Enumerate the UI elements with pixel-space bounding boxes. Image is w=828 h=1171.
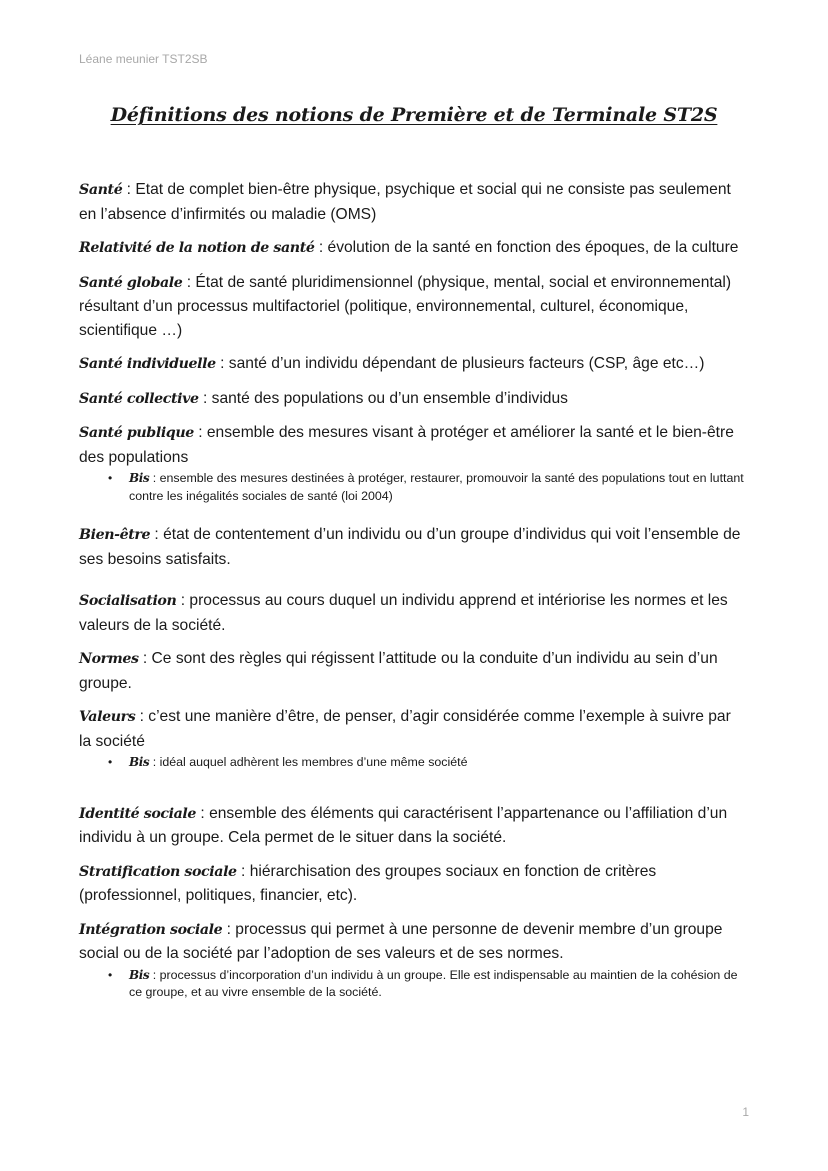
bullet-item [79, 967, 744, 1002]
definition-body: ensemble des éléments qui caractérisent l’appartenance ou l’affiliation d’un individu à un groupe. Cela permet de le situer dans la société. [79, 804, 728, 846]
definition-term: Santé publique [79, 425, 194, 441]
bullet-text: processus d’incorporation d’un individu à un groupe. Elle est indispensable au maintien de la cohésion de ce groupe, et au vivre ensemble de la société. [129, 967, 738, 999]
definition-term: Intégration sociale [79, 921, 223, 938]
page-number: 1 [742, 1105, 749, 1119]
definition-text [79, 387, 744, 412]
term-separator: : [182, 273, 196, 291]
definition-text [79, 523, 744, 571]
bullet-list [79, 470, 744, 505]
definition-body: santé d’un individu dépendant de plusieurs facteurs (CSP, âge etc…) [228, 355, 705, 372]
definition-entry [79, 271, 744, 343]
term-separator: : [222, 920, 236, 938]
definition-term: Santé [79, 182, 123, 198]
definition-term: Socialisation [79, 593, 177, 609]
bullet-item [79, 754, 744, 772]
definition-entry [79, 860, 744, 908]
definition-term: Relativité de la notion de santé [79, 240, 315, 256]
definition-entry [79, 589, 744, 637]
definition-entry [79, 236, 744, 261]
definition-text [79, 178, 744, 226]
term-separator: : [149, 967, 160, 982]
bullet-icon: • [108, 471, 113, 485]
definition-entry [79, 387, 744, 412]
term-separator: : [150, 526, 164, 543]
term-separator: : [198, 389, 212, 407]
definition-text [79, 705, 744, 753]
definition-body: ensemble des mesures visant à protéger et améliorer la santé et le bien-être des populations [79, 424, 734, 466]
term-separator: : [138, 650, 152, 667]
definition-entry [79, 421, 744, 505]
definition-entry [79, 918, 744, 1002]
bullet-term: Bis [129, 471, 150, 485]
definition-entry [79, 523, 744, 571]
definition-body: évolution de la santé en fonction des époques, de la culture [327, 239, 739, 256]
definition-text [79, 802, 744, 850]
bullet-icon: • [108, 755, 113, 769]
term-separator: : [135, 708, 149, 725]
term-separator: : [196, 804, 210, 822]
definition-body: santé des populations ou d’un ensemble d’individus [211, 389, 568, 407]
definition-text [79, 352, 744, 377]
definition-body: état de contentement d’un individu ou d’un groupe d’individus qui voit l’ensemble de ses besoins satisfaits. [79, 526, 741, 568]
definition-body: Etat de complet bien-être physique, psychique et social qui ne consiste pas seulement en l’absence d’infirmités ou maladie (OMS) [79, 181, 731, 223]
term-separator: : [193, 424, 207, 441]
term-separator: : [122, 181, 136, 198]
definition-body: c’est une manière d’être, de penser, d’agir considérée comme l’exemple à suivre par la société [79, 708, 731, 750]
bullet-list [79, 754, 744, 772]
definition-body: État de santé pluridimensionnel (physique, mental, social et environnemental) résultant d’un processus multifactoriel (politique, environnemental, culturel, économique, scientifique …) [79, 273, 732, 339]
term-separator: : [215, 355, 229, 372]
term-separator: : [149, 471, 160, 485]
definition-text [79, 589, 744, 637]
bullet-text: ensemble des mesures destinées à protéger, restaurer, promouvoir la santé des populations tout en luttant contre les inégalités sociales de santé (loi 2004) [129, 471, 744, 503]
definition-body: processus qui permet à une personne de devenir membre d’un groupe social ou de la société par l’adoption de ses valeurs et de ses normes. [79, 920, 723, 962]
definition-term: Stratification sociale [79, 863, 237, 880]
bullet-list [79, 967, 744, 1002]
definition-entry [79, 178, 744, 226]
definition-text [79, 918, 744, 966]
bullet-term: Bis [129, 967, 150, 982]
term-separator: : [314, 239, 328, 256]
page-title: Définitions des notions de Première et de Terminale ST2S [110, 104, 718, 126]
definitions-list [79, 178, 744, 1002]
definition-text [79, 271, 744, 343]
bullet-icon: • [108, 967, 113, 982]
definition-term: Bien-être [79, 527, 151, 543]
term-separator: : [176, 592, 190, 609]
definition-term: Santé globale [79, 274, 183, 291]
definition-entry [79, 352, 744, 377]
definition-term: Valeurs [79, 709, 136, 725]
definition-entry [79, 705, 744, 772]
bullet-text: idéal auquel adhèrent les membres d’une même société [159, 755, 468, 769]
definition-term: Santé individuelle [79, 356, 216, 372]
term-separator: : [236, 862, 250, 880]
definition-term: Identité sociale [79, 805, 197, 822]
bullet-term: Bis [129, 755, 150, 769]
bullet-item [79, 470, 744, 505]
definition-term: Santé collective [79, 390, 199, 407]
definition-entry [79, 647, 744, 695]
definition-text [79, 647, 744, 695]
definition-body: hiérarchisation des groupes sociaux en fonction de critères (professionnel, politiques, financier, etc). [79, 862, 657, 904]
term-separator: : [149, 755, 160, 769]
definition-text [79, 421, 744, 469]
definition-entry [79, 802, 744, 850]
definition-term: Normes [79, 651, 139, 667]
author-header: Léane meunier TST2SB [79, 52, 208, 66]
definition-body: Ce sont des règles qui régissent l’attitude ou la conduite d’un individu au sein d’un groupe. [79, 650, 718, 692]
definition-text [79, 236, 744, 261]
definition-text [79, 860, 744, 908]
definition-body: processus au cours duquel un individu apprend et intériorise les normes et les valeurs de la société. [79, 592, 728, 634]
